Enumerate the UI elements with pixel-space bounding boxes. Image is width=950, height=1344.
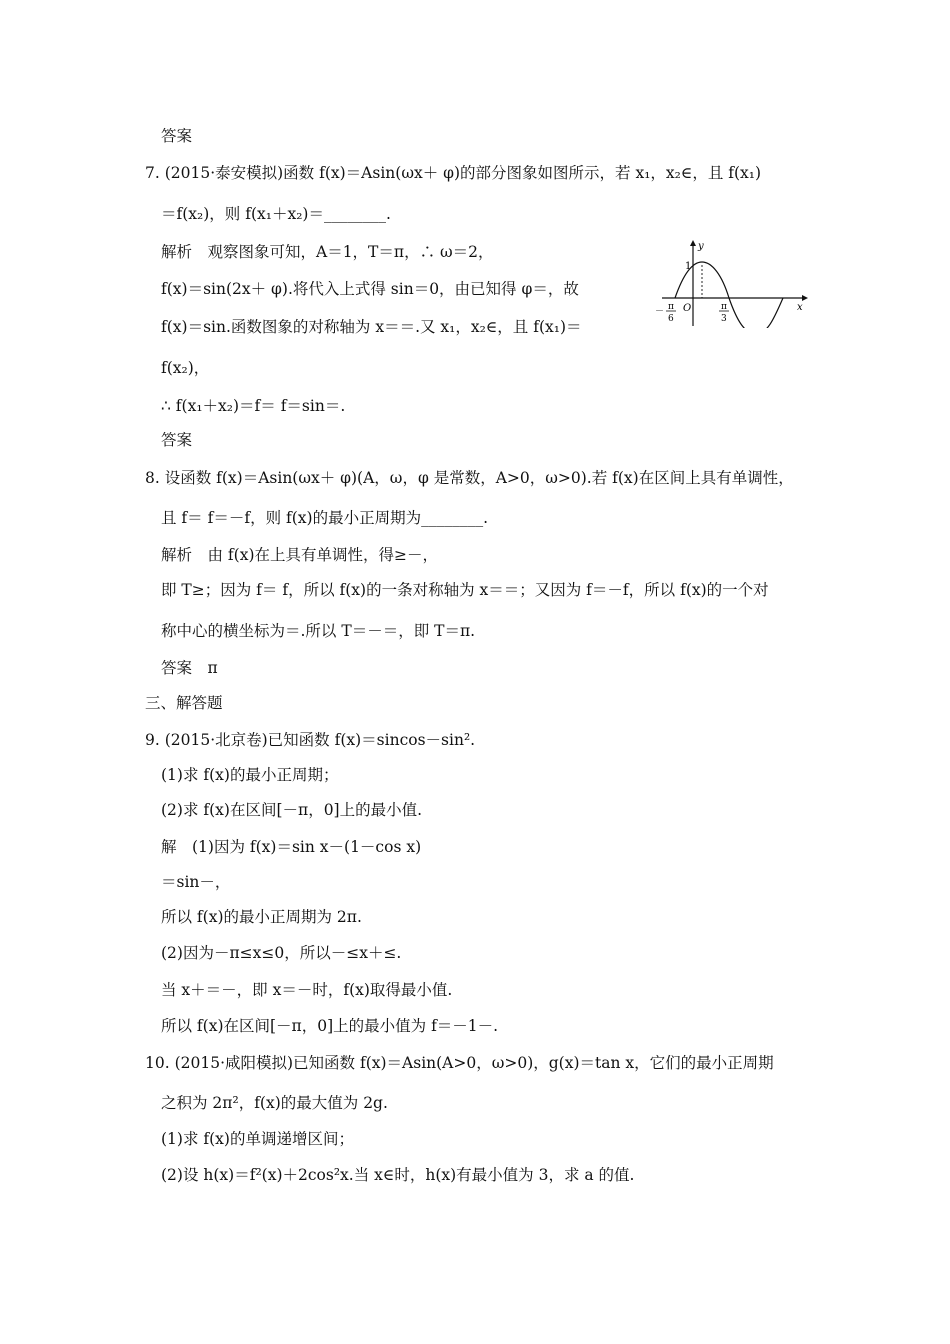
q7-analysis-line-4: f(x₂)，	[161, 359, 210, 377]
q7-analysis-line-3: f(x)＝sin.函数图象的对称轴为 x＝＝.又 x₁，x₂∈，且 f(x₁)＝	[161, 318, 582, 336]
neg-tick-sign: －	[655, 307, 665, 317]
q7-analysis-line-1: 解析 观察图象可知，A＝1，T＝π，∴ ω＝2，	[161, 243, 494, 261]
answer-label-q7: 答案	[161, 431, 193, 449]
q7-analysis-line-5: ∴ f(x₁＋x₂)＝f＝ f＝sin＝.	[161, 397, 346, 415]
y-axis-label: y	[698, 241, 704, 252]
sine-graph-figure	[652, 238, 812, 328]
neg-tick-denominator: 6	[668, 314, 674, 324]
q9-part-2: (2)求 f(x)在区间[－π，0]上的最小值.	[161, 801, 423, 819]
x-axis-arrow	[802, 295, 808, 301]
question-7-line-1: 7. (2015·泰安模拟)函数 f(x)＝Asin(ωx＋ φ)的部分图象如图所示，若 x₁，x₂∈，且 f(x₁)	[145, 164, 762, 182]
question-7-line-2: ＝f(x₂)，则 f(x₁＋x₂)＝________.	[161, 205, 391, 223]
question-8-line-2: 且 f＝ f＝－f，则 f(x)的最小正周期为________.	[161, 509, 488, 527]
q10-part-2: (2)设 h(x)＝f²(x)＋2cos²x.当 x∈时，h(x)有最小值为 3，求 a 的值.	[161, 1166, 635, 1184]
q9-solution-line-5: 当 x＋＝－，即 x＝－时，f(x)取得最小值.	[161, 981, 453, 999]
q7-analysis-line-2: f(x)＝sin(2x＋ φ).将代入上式得 sin＝0，由已知得 φ＝，故	[161, 280, 579, 298]
y-axis-arrow	[690, 240, 696, 246]
pos-tick-denominator: 3	[721, 314, 727, 324]
question-9-line-1: 9. (2015·北京卷)已知函数 f(x)＝sincos－sin².	[145, 731, 476, 749]
max-value-label: 1	[685, 261, 692, 272]
q9-part-1: (1)求 f(x)的最小正周期；	[161, 766, 339, 784]
section-heading-answers: 三、解答题	[145, 694, 223, 712]
x-axis-label: x	[797, 302, 803, 313]
q8-analysis-line-1: 解析 由 f(x)在上具有单调性，得≥－，	[161, 546, 438, 564]
q8-analysis-line-3: 称中心的横坐标为＝.所以 T＝－＝，即 T＝π.	[161, 622, 476, 640]
pos-tick-numerator: π	[721, 302, 727, 312]
q9-solution-line-4: (2)因为－π≤x≤0，所以－≤x＋≤.	[161, 944, 402, 962]
question-10-line-2: 之积为 2π²，f(x)的最大值为 2g.	[161, 1094, 388, 1112]
neg-tick-numerator: π	[668, 302, 674, 312]
q9-solution-line-3: 所以 f(x)的最小正周期为 2π.	[161, 908, 362, 926]
q9-solution-line-6: 所以 f(x)在区间[－π，0]上的最小值为 f＝－1－.	[161, 1017, 499, 1035]
q8-analysis-line-2: 即 T≥；因为 f＝ f，所以 f(x)的一条对称轴为 x＝＝；又因为 f＝－f，所以 f(x)的一个对	[161, 581, 769, 599]
q9-solution-line-2: ＝sin－，	[161, 873, 231, 891]
q9-solution-line-1: 解 (1)因为 f(x)＝sin x－(1－cos x)	[161, 838, 422, 856]
question-10-line-1: 10. (2015·咸阳模拟)已知函数 f(x)＝Asin(A>0，ω>0)，g(x)＝tan x，它们的最小正周期	[145, 1054, 774, 1072]
question-8-line-1: 8. 设函数 f(x)＝Asin(ωx＋ φ)(A，ω，φ 是常数，A>0，ω>0).若 f(x)在区间上具有单调性，	[145, 469, 794, 487]
answer-q8: 答案 π	[161, 659, 218, 677]
q10-part-1: (1)求 f(x)的单调递增区间；	[161, 1130, 354, 1148]
answer-label-q6: 答案	[161, 127, 193, 145]
origin-label: O	[683, 303, 692, 314]
